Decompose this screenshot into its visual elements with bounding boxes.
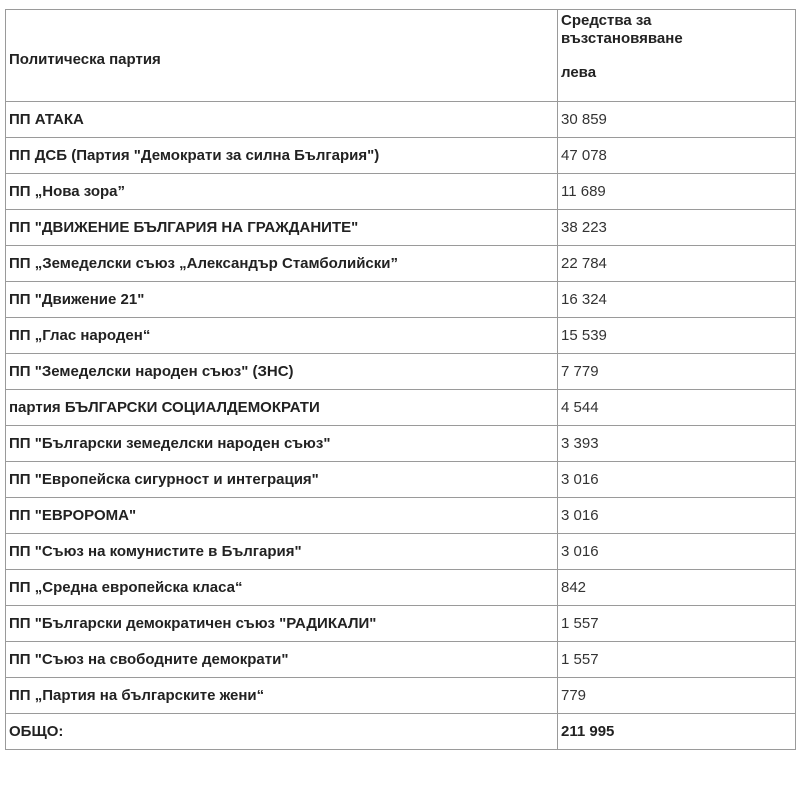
party-name-cell: ПП „Земеделски съюз „Александър Стамболийски” xyxy=(6,246,558,282)
party-name-cell: ПП „Глас народен“ xyxy=(6,318,558,354)
table-header-row xyxy=(6,10,796,102)
table-row xyxy=(6,246,796,282)
party-name-cell: ПП "Европейска сигурност и интеграция" xyxy=(6,462,558,498)
party-name-cell: ПП "Земеделски народен съюз" (ЗНС) xyxy=(6,354,558,390)
table-row xyxy=(6,138,796,174)
party-name-cell: ПП "Български демократичен съюз "РАДИКАЛИ" xyxy=(6,606,558,642)
table-row xyxy=(6,570,796,606)
table-row xyxy=(6,606,796,642)
party-name-cell: ПП „Партия на българските жени“ xyxy=(6,678,558,714)
amount-cell: 38 223 xyxy=(558,210,796,246)
party-name-cell: партия БЪЛГАРСКИ СОЦИАЛДЕМОКРАТИ xyxy=(6,390,558,426)
table-row xyxy=(6,174,796,210)
amount-cell: 3 393 xyxy=(558,426,796,462)
party-name-cell: ПП "Съюз на комунистите в България" xyxy=(6,534,558,570)
party-name-cell: ПП ДСБ (Партия "Демократи за силна България") xyxy=(6,138,558,174)
header-funds-line1: Средства за xyxy=(561,12,652,29)
table-row xyxy=(6,426,796,462)
amount-cell: 30 859 xyxy=(558,102,796,138)
amount-cell: 15 539 xyxy=(558,318,796,354)
party-name-cell: ПП "Български земеделски народен съюз" xyxy=(6,426,558,462)
table-row xyxy=(6,318,796,354)
amount-cell: 842 xyxy=(558,570,796,606)
amount-cell: 779 xyxy=(558,678,796,714)
table-row xyxy=(6,498,796,534)
header-funds-column xyxy=(558,10,796,102)
table-row xyxy=(6,534,796,570)
header-party-column: Политическа партия xyxy=(6,10,558,102)
table-row xyxy=(6,678,796,714)
party-name-cell: ПП "ДВИЖЕНИЕ БЪЛГАРИЯ НА ГРАЖДАНИТЕ" xyxy=(6,210,558,246)
party-funds-table xyxy=(5,9,796,750)
party-name-cell: ПП "Движение 21" xyxy=(6,282,558,318)
party-name-cell: ПП "Съюз на свободните демократи" xyxy=(6,642,558,678)
table-row xyxy=(6,390,796,426)
party-name-cell: ПП "ЕВРОРОМА" xyxy=(6,498,558,534)
party-name-cell: ПП „Средна европейска класа“ xyxy=(6,570,558,606)
amount-cell: 3 016 xyxy=(558,534,796,570)
header-funds-line2: възстановяване xyxy=(561,30,683,47)
amount-cell: 11 689 xyxy=(558,174,796,210)
party-name-cell: ПП АТАКА xyxy=(6,102,558,138)
amount-cell: 1 557 xyxy=(558,606,796,642)
amount-cell: 3 016 xyxy=(558,498,796,534)
amount-cell: 22 784 xyxy=(558,246,796,282)
header-funds-unit: лева xyxy=(561,64,597,81)
party-name-cell: ПП „Нова зора” xyxy=(6,174,558,210)
total-label-cell: ОБЩО: xyxy=(6,714,558,750)
amount-cell: 1 557 xyxy=(558,642,796,678)
total-row xyxy=(6,714,796,750)
amount-cell: 16 324 xyxy=(558,282,796,318)
table-row xyxy=(6,210,796,246)
total-amount-cell: 211 995 xyxy=(558,714,796,750)
amount-cell: 4 544 xyxy=(558,390,796,426)
table-row xyxy=(6,282,796,318)
table-row xyxy=(6,642,796,678)
table-row xyxy=(6,102,796,138)
funds-table-container xyxy=(5,9,795,750)
amount-cell: 7 779 xyxy=(558,354,796,390)
amount-cell: 47 078 xyxy=(558,138,796,174)
amount-cell: 3 016 xyxy=(558,462,796,498)
table-row xyxy=(6,354,796,390)
table-row xyxy=(6,462,796,498)
